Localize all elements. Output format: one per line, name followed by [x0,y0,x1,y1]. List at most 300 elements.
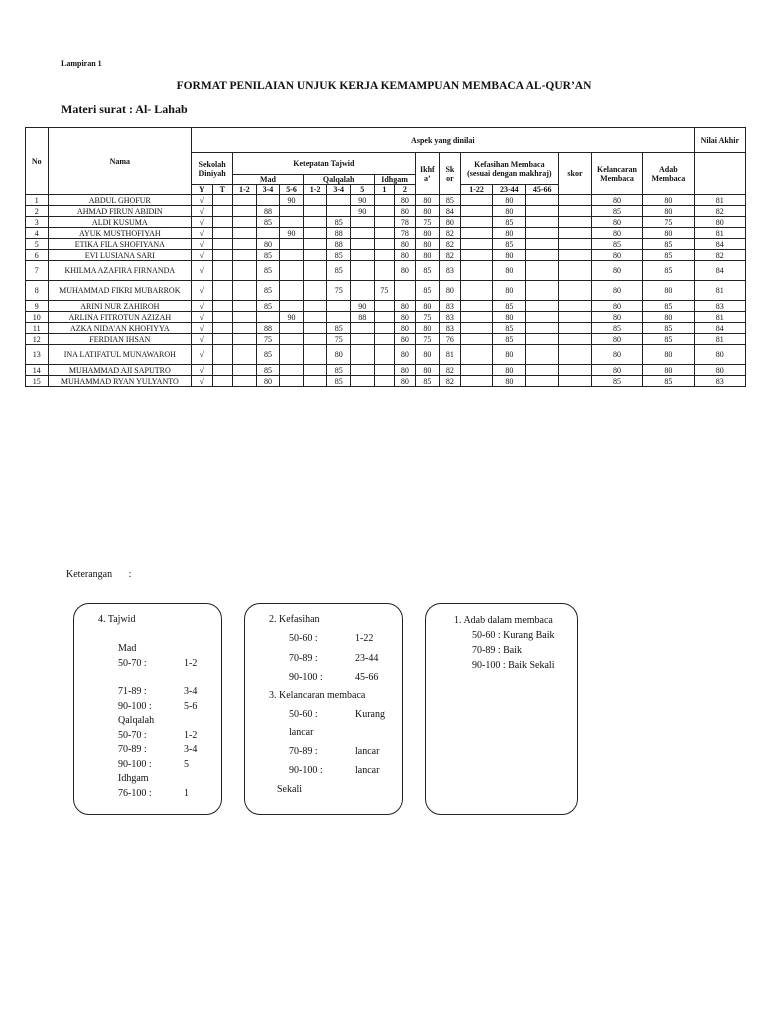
cell-adab: 75 [643,217,694,228]
cell-mad56 [280,365,304,376]
cell-ikhfa: 80 [415,323,440,334]
cell-qal5 [350,261,374,281]
cell-y: √ [192,323,213,334]
cell-idh2: 80 [395,206,416,217]
cell-qal12 [303,217,327,228]
cell-nama: ETIKA FILA SHOFIYANA [48,239,192,250]
cell-t [212,281,233,301]
header-skor-tajwid: Sk or [440,153,461,195]
legend-box-adab [425,603,578,815]
cell-mad34: 85 [256,281,280,301]
cell-qal5 [350,281,374,301]
mad-label: Mad [118,643,137,654]
cell-skor1: 82 [440,239,461,250]
cell-kef1 [460,345,493,365]
cell-qal34: 85 [327,376,351,387]
idh-value-1: 1 [184,788,189,799]
cell-qal34: 85 [327,217,351,228]
table-row [26,261,746,281]
header-sekolah-diniyah: Sekolah Diniyah [192,153,233,185]
cell-nilai: 80 [694,217,745,228]
cell-kef1 [460,217,493,228]
table-row [26,301,746,312]
header-ketepatan-tajwid: Ketepatan Tajwid [233,153,415,175]
cell-skor1: 82 [440,228,461,239]
cell-t [212,365,233,376]
cell-skor2 [559,334,592,345]
cell-qal12 [303,206,327,217]
cell-kef3 [526,250,559,261]
mad-range-2: 71-89 : [118,686,147,697]
table-row [26,281,746,301]
keterangan-text: Keterangan [66,569,113,580]
kel-range-3: 90-100 : [289,765,323,776]
cell-no: 6 [26,250,49,261]
cell-no: 3 [26,217,49,228]
cell-skor1: 82 [440,250,461,261]
cell-mad12 [233,312,257,323]
header-idh-2: 2 [395,185,416,195]
cell-t [212,250,233,261]
qalqalah-label: Qalqalah [118,715,155,726]
mad-value-1: 1-2 [184,658,198,669]
cell-qal34: 85 [327,250,351,261]
header-qal-2: 3-4 [327,185,351,195]
cell-nama: MUHAMMAD RYAN YULYANTO [48,376,192,387]
cell-kef2: 85 [493,301,526,312]
cell-kef3 [526,345,559,365]
cell-kef1 [460,239,493,250]
cell-idh2: 78 [395,228,416,239]
header-aspek: Aspek yang dinilai [192,128,694,153]
cell-qal5 [350,345,374,365]
header-idhgam: Idhgam [374,175,415,185]
cell-qal12 [303,323,327,334]
table-row [26,228,746,239]
cell-skor2 [559,312,592,323]
cell-mad12 [233,345,257,365]
cell-idh1 [374,228,395,239]
cell-ikhfa: 80 [415,239,440,250]
cell-kef2: 80 [493,281,526,301]
cell-nilai: 83 [694,301,745,312]
cell-skor1: 80 [440,281,461,301]
cell-qal34: 85 [327,323,351,334]
cell-ikhfa: 75 [415,217,440,228]
kel-value-2: lancar [355,746,380,757]
cell-skor2 [559,261,592,281]
cell-kelancaran: 80 [591,195,642,206]
cell-y: √ [192,239,213,250]
cell-skor2 [559,281,592,301]
cell-mad34 [256,312,280,323]
qal-range-3: 90-100 : [118,759,152,770]
cell-qal34: 75 [327,281,351,301]
cell-skor2 [559,206,592,217]
cell-t [212,376,233,387]
table-body [26,195,746,387]
cell-nilai: 81 [694,312,745,323]
cell-y: √ [192,334,213,345]
cell-no: 15 [26,376,49,387]
cell-mad34: 85 [256,250,280,261]
header-qal-3: 5 [350,185,374,195]
cell-qal5: 90 [350,301,374,312]
qal-value-2: 3-4 [184,744,198,755]
cell-nama: EVI LUSIANA SARI [48,250,192,261]
cell-idh2: 80 [395,312,416,323]
cell-mad34: 75 [256,334,280,345]
cell-mad56 [280,217,304,228]
cell-skor2 [559,239,592,250]
document-title: FORMAT PENILAIAN UNJUK KERJA KEMAMPUAN MEMBACA AL-QUR’AN [176,80,592,92]
cell-idh1 [374,365,395,376]
cell-idh1 [374,261,395,281]
cell-skor1: 85 [440,195,461,206]
cell-idh2: 80 [395,239,416,250]
cell-nilai: 81 [694,195,745,206]
table-row [26,323,746,334]
cell-mad56 [280,345,304,365]
cell-kef3 [526,323,559,334]
cell-adab: 85 [643,250,694,261]
cell-kef3 [526,281,559,301]
cell-kef2: 80 [493,206,526,217]
cell-nama: MUHAMMAD FIKRI MUBARROK [48,281,192,301]
assessment-table [25,127,746,387]
legend-box-kefasihan [244,603,403,815]
cell-kef2: 85 [493,217,526,228]
cell-kef3 [526,312,559,323]
cell-kef2: 80 [493,376,526,387]
table-row [26,250,746,261]
cell-nama: ARINI NUR ZAHIROH [48,301,192,312]
cell-t [212,228,233,239]
cell-idh2: 80 [395,195,416,206]
cell-y: √ [192,345,213,365]
cell-no: 5 [26,239,49,250]
cell-mad12 [233,323,257,334]
cell-skor1: 76 [440,334,461,345]
cell-no: 13 [26,345,49,365]
cell-ikhfa: 80 [415,365,440,376]
tajwid-title: 4. Tajwid [98,614,136,625]
cell-skor1: 83 [440,301,461,312]
cell-mad56 [280,323,304,334]
cell-kelancaran: 80 [591,312,642,323]
header-mad-2: 3-4 [256,185,280,195]
header-kefasihan: Kefasihan Membaca (sesuai dengan makhraj) [460,153,558,185]
cell-y: √ [192,261,213,281]
cell-kef1 [460,281,493,301]
cell-nilai: 83 [694,376,745,387]
cell-nama: INA LATIFATUL MUNAWAROH [48,345,192,365]
cell-skor1: 84 [440,206,461,217]
cell-idh1 [374,323,395,334]
cell-skor2 [559,217,592,228]
table-row [26,345,746,365]
cell-adab: 80 [643,206,694,217]
cell-kelancaran: 85 [591,239,642,250]
cell-mad12 [233,376,257,387]
adab-title: 1. Adab dalam membaca [454,615,553,626]
cell-nama: ARLINA FITROTUN AZIZAH [48,312,192,323]
cell-adab: 80 [643,195,694,206]
cell-nilai: 84 [694,239,745,250]
kef-range-2: 70-89 : [289,653,318,664]
cell-kef3 [526,301,559,312]
kef-value-1: 1-22 [355,633,374,644]
table-row [26,312,746,323]
cell-no: 10 [26,312,49,323]
mad-range-3: 90-100 : [118,701,152,712]
cell-qal12 [303,334,327,345]
cell-no: 8 [26,281,49,301]
cell-kef1 [460,261,493,281]
cell-mad34: 80 [256,239,280,250]
cell-qal12 [303,365,327,376]
cell-kef1 [460,365,493,376]
cell-skor2 [559,376,592,387]
cell-kef3 [526,261,559,281]
cell-qal34: 88 [327,239,351,250]
cell-idh1 [374,301,395,312]
cell-y: √ [192,312,213,323]
header-t: T [212,185,233,195]
cell-qal12 [303,228,327,239]
cell-no: 12 [26,334,49,345]
cell-mad34: 85 [256,365,280,376]
header-idh-1: 1 [374,185,395,195]
cell-kef1 [460,206,493,217]
kef-range-3: 90-100 : [289,672,323,683]
kef-value-3: 45-66 [355,672,379,683]
cell-y: √ [192,376,213,387]
header-kef-1: 1-22 [460,185,493,195]
cell-nilai: 84 [694,323,745,334]
cell-ikhfa: 85 [415,261,440,281]
cell-skor2 [559,345,592,365]
cell-mad12 [233,365,257,376]
cell-kef3 [526,376,559,387]
cell-ikhfa: 80 [415,195,440,206]
cell-no: 1 [26,195,49,206]
cell-qal5 [350,365,374,376]
cell-kef3 [526,334,559,345]
cell-kef3 [526,365,559,376]
cell-nilai: 82 [694,206,745,217]
cell-y: √ [192,301,213,312]
cell-no: 7 [26,261,49,281]
header-y: Y [192,185,213,195]
cell-adab: 80 [643,281,694,301]
cell-kef1 [460,228,493,239]
cell-t [212,195,233,206]
mad-value-3: 5-6 [184,701,198,712]
cell-y: √ [192,365,213,376]
cell-qal34 [327,312,351,323]
cell-qal34: 88 [327,228,351,239]
cell-kelancaran: 80 [591,217,642,228]
cell-adab: 85 [643,301,694,312]
cell-mad34: 85 [256,301,280,312]
table-row [26,376,746,387]
cell-qal5 [350,228,374,239]
cell-idh1 [374,250,395,261]
cell-mad56: 90 [280,195,304,206]
cell-kef1 [460,250,493,261]
table-row [26,195,746,206]
cell-kef2: 80 [493,228,526,239]
cell-kelancaran: 85 [591,323,642,334]
cell-idh2: 80 [395,261,416,281]
cell-nama: AHMAD FIRUN ABIDIN [48,206,192,217]
cell-ikhfa: 85 [415,376,440,387]
header-kef-2: 23-44 [493,185,526,195]
cell-kef2: 85 [493,239,526,250]
keterangan-label [66,569,131,580]
cell-t [212,345,233,365]
cell-kef3 [526,206,559,217]
cell-idh1 [374,195,395,206]
cell-qal34: 75 [327,334,351,345]
cell-no: 2 [26,206,49,217]
cell-y: √ [192,217,213,228]
cell-kef1 [460,301,493,312]
cell-mad34: 80 [256,376,280,387]
cell-mad56 [280,250,304,261]
cell-qal34: 85 [327,261,351,281]
header-adab: Adab Membaca [643,153,694,195]
qal-range-2: 70-89 : [118,744,147,755]
cell-idh1 [374,345,395,365]
cell-qal5: 90 [350,195,374,206]
cell-qal12 [303,195,327,206]
cell-qal12 [303,261,327,281]
cell-qal12 [303,301,327,312]
cell-no: 4 [26,228,49,239]
cell-kelancaran: 80 [591,228,642,239]
cell-mad12 [233,217,257,228]
cell-t [212,217,233,228]
cell-qal34 [327,195,351,206]
cell-idh2 [395,281,416,301]
header-nilai-akhir-blank [694,153,745,195]
cell-kef1 [460,376,493,387]
cell-skor2 [559,228,592,239]
mad-range-1: 50-70 : [118,658,147,669]
cell-no: 14 [26,365,49,376]
cell-qal5 [350,323,374,334]
cell-kef2: 85 [493,323,526,334]
cell-mad56 [280,334,304,345]
cell-mad56 [280,206,304,217]
kel-value-1: Kurang [355,709,385,720]
cell-kef1 [460,195,493,206]
cell-y: √ [192,206,213,217]
qal-value-1: 1-2 [184,730,198,741]
cell-idh2: 80 [395,323,416,334]
cell-mad56 [280,301,304,312]
cell-kef2: 80 [493,195,526,206]
cell-mad34: 88 [256,206,280,217]
cell-kelancaran: 85 [591,206,642,217]
cell-y: √ [192,195,213,206]
cell-kef1 [460,312,493,323]
cell-adab: 85 [643,323,694,334]
cell-qal5 [350,250,374,261]
qal-value-3: 5 [184,759,189,770]
cell-adab: 80 [643,228,694,239]
cell-t [212,301,233,312]
header-qalqalah: Qalqalah [303,175,374,185]
cell-nilai: 81 [694,281,745,301]
cell-idh2: 78 [395,217,416,228]
cell-qal12 [303,281,327,301]
cell-nama: ALDI KUSUMA [48,217,192,228]
cell-idh1 [374,312,395,323]
cell-kelancaran: 80 [591,345,642,365]
cell-kelancaran: 80 [591,261,642,281]
cell-mad56: 90 [280,312,304,323]
cell-kef3 [526,195,559,206]
header-kelancaran: Kelancaran Membaca [591,153,642,195]
cell-nama: FERDIAN IHSAN [48,334,192,345]
cell-skor1: 83 [440,312,461,323]
cell-kef3 [526,228,559,239]
kel-value-1-cont: lancar [289,727,314,738]
cell-kef2: 80 [493,345,526,365]
cell-ikhfa: 75 [415,312,440,323]
cell-qal12 [303,312,327,323]
header-mad: Mad [233,175,304,185]
cell-nama: MUHAMMAD AJI SAPUTRO [48,365,192,376]
table-row [26,217,746,228]
cell-mad56 [280,376,304,387]
cell-qal12 [303,345,327,365]
cell-mad12 [233,301,257,312]
cell-nilai: 80 [694,365,745,376]
cell-qal12 [303,250,327,261]
cell-adab: 85 [643,376,694,387]
kel-value-3-cont: Sekali [277,784,302,795]
cell-skor2 [559,365,592,376]
header-mad-1: 1-2 [233,185,257,195]
cell-nilai: 81 [694,228,745,239]
cell-t [212,323,233,334]
cell-t [212,261,233,281]
cell-kef1 [460,334,493,345]
cell-mad34 [256,195,280,206]
cell-adab: 80 [643,312,694,323]
cell-idh1 [374,334,395,345]
kefasihan-title: 2. Kefasihan [269,614,320,625]
cell-qal5 [350,376,374,387]
cell-idh2: 80 [395,250,416,261]
cell-adab: 85 [643,239,694,250]
cell-ikhfa: 80 [415,345,440,365]
cell-idh1 [374,217,395,228]
adab-range-3: 90-100 : Baik Sekali [472,660,555,671]
cell-skor2 [559,195,592,206]
cell-qal5 [350,334,374,345]
cell-mad56 [280,239,304,250]
cell-nilai: 82 [694,250,745,261]
keterangan-colon: : [128,569,132,580]
cell-skor1: 83 [440,323,461,334]
cell-qal34 [327,206,351,217]
cell-qal5 [350,239,374,250]
